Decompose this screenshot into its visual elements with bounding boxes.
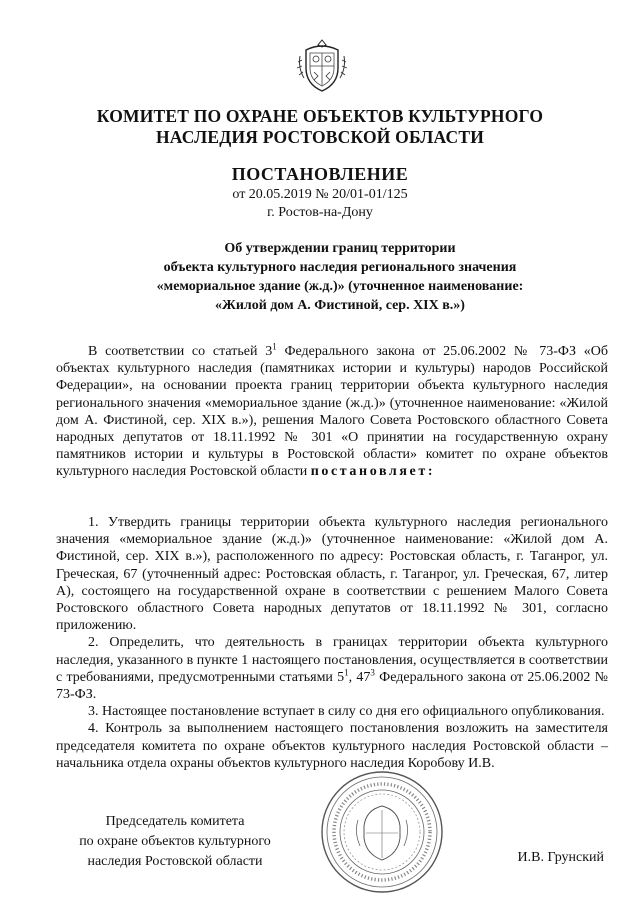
official-seal-icon [320, 770, 444, 894]
signatory-name: И.В. Грунский [517, 850, 604, 865]
item2-superscript-1: 1 [344, 667, 349, 678]
resolution-item-3: 3. Настоящее постановление вступает в силу со дня его официального опубликования. [88, 704, 605, 720]
subject-line: «мемориальное здание (ж.д.)» (уточненное наименование: [156, 279, 524, 294]
item2-text-c: Федерального закона от 25.06.2002 № 73-ФЗ. [56, 669, 609, 703]
resolution-item-1: 1. Утвердить границы территории объекта культурного наследия регионального значения «мемориальное здание (ж.д.)» (уточненное наименование: «Жилой дом А. Фистиной, сер. XIX в.»), расположенного по адресу: Ростовская область, г. Таганрог, ул. Греческая, 67 (уточненный адрес: Ростовская область, г. Таганрог, ул. Греческая, 67, литер А), состоящего на государственной охране в соответствии с решением Малого Совета Ростовского областного Совета народных депутатов от 18.11.1992 № 301, согласно приложению. [56, 515, 608, 634]
item2-text-b: , 47 [348, 669, 371, 685]
organization-name [60, 106, 580, 148]
item2-text-a: 2. Определить, что деятельность в границах территории объекта культурного наследия, указанного в пункте 1 настоящего постановления, осуществляется в соответствии с требованиями, предусмотренными статьями 5 [56, 635, 608, 685]
preamble-text-a: В соответствии со статьей 3 [88, 344, 273, 359]
organization-name-line1: КОМИТЕТ ПО ОХРАНЕ ОБЪЕКТОВ КУЛЬТУРНОГО [96, 106, 544, 126]
signatory-title-line3: наследия Ростовской области [87, 854, 263, 869]
coat-of-arms-icon [296, 38, 348, 94]
preamble-superscript: 1 [272, 341, 277, 352]
preamble-paragraph [56, 343, 608, 481]
organization-name-line2: НАСЛЕДИЯ РОСТОВСКОЙ ОБЛАСТИ [155, 127, 485, 147]
document-city: г. Ростов-на-Дону [267, 205, 373, 220]
signatory-title [52, 812, 298, 872]
document-type: ПОСТАНОВЛЕНИЕ [231, 164, 409, 184]
resolves-word: постановляет: [310, 464, 436, 480]
resolution-item-4: 4. Контроль за выполнением настоящего постановления возложить на заместителя председателя комитета по охране объектов культурного наследия Ростовской области – начальника отдела охраны объектов культурного наследия Коробову И.В. [56, 721, 608, 771]
signatory-title-line2: по охране объектов культурного [79, 834, 271, 849]
preamble [56, 343, 608, 481]
item2-superscript-2: 3 [370, 667, 375, 678]
document-subject [100, 239, 580, 315]
subject-line: объекта культурного наследия регионального значения [163, 260, 517, 275]
subject-line: «Жилой дом А. Фистиной, сер. XIX в.») [215, 298, 465, 313]
document-date-number: от 20.05.2019 № 20/01-01/125 [232, 187, 408, 202]
subject-line: Об утверждении границ территории [224, 241, 456, 256]
signatory-title-line1: Председатель комитета [105, 814, 245, 829]
resolution-item-2 [56, 634, 608, 703]
resolution-items [56, 514, 608, 772]
preamble-text-b: Федерального закона от 25.06.2002 № 73-ФЗ «Об объектах культурного наследия (памятниках истории и культуры) народов Российской Федерации», на основании проекта границ территории объекта культурного наследия регионального значения «мемориальное здание (ж.д.)» (уточненное наименование: «Жилой дом А. Фистиной, сер. XIX в.»), решения Малого Совета Ростовского областного Совета народных депутатов от 18.11.1992 № 301 «О принятии на государственную охрану памятников истории и культуры в Ростовской области» комитет по охране объектов культурного наследия Ростовской области [56, 344, 608, 480]
